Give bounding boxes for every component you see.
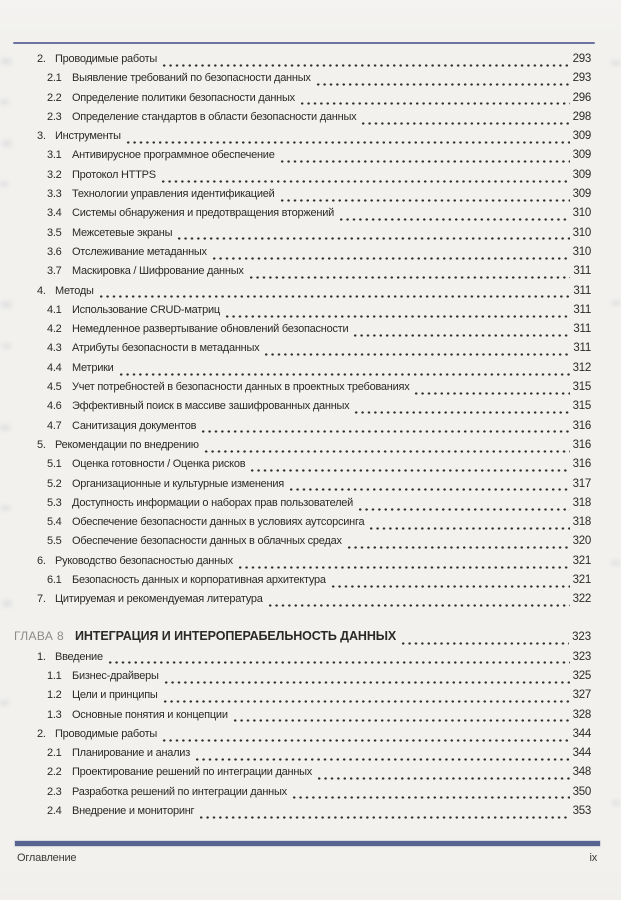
chapter-title: ИНТЕГРАЦИЯ И ИНТЕРОПЕРАБЕЛЬНОСТЬ ДАННЫХ	[75, 628, 397, 643]
entry-page-number: 298	[572, 110, 591, 123]
entry-number: 2.	[37, 727, 46, 740]
toc-entry	[37, 166, 591, 185]
bleed-through-mark	[2, 343, 11, 349]
footer-page-number: ix	[589, 852, 597, 864]
footer-section-title: Оглавление	[17, 852, 77, 864]
entry-page-number: 310	[572, 245, 591, 258]
entry-page-number: 309	[572, 188, 591, 201]
dot-leader	[288, 488, 570, 491]
toc-entry	[37, 185, 591, 204]
entry-number: 4.1	[47, 303, 62, 316]
entry-label: Доступность информации о наборах прав пользователей	[72, 496, 354, 509]
dot-leader	[279, 199, 570, 202]
entry-label: Учет потребностей в безопасности данных в проектных требованиях	[72, 381, 410, 394]
dot-leader	[162, 700, 570, 703]
entry-label: Антивирусное программное обеспечение	[72, 149, 275, 162]
entry-number: 5.3	[47, 496, 62, 509]
toc-entry	[37, 783, 591, 802]
entry-number: 5.5	[47, 535, 62, 548]
dot-leader	[161, 739, 570, 742]
entry-page-number: 321	[572, 554, 591, 567]
entry-page-number: 316	[572, 438, 591, 451]
entry-label: Руководство безопасностью данных	[55, 554, 233, 567]
dot-leader	[338, 218, 570, 221]
entry-page-number: 311	[573, 265, 591, 278]
bleed-through-mark	[2, 600, 12, 607]
toc-entry	[37, 513, 591, 532]
toc-entry	[37, 532, 591, 551]
entry-number: 2.	[37, 53, 46, 65]
entry-number: 4.	[37, 284, 46, 297]
entry-number: 1.2	[47, 689, 62, 702]
entry-page-number: 318	[572, 496, 591, 509]
entry-number: 5.1	[47, 458, 62, 471]
toc-entry	[37, 282, 591, 301]
dot-leader	[263, 353, 570, 356]
entry-page-number: 293	[572, 72, 591, 85]
entry-page-number: 317	[572, 477, 591, 490]
toc-entry	[37, 686, 591, 705]
toc-entry	[37, 359, 591, 378]
toc-entry	[37, 224, 591, 243]
entry-number: 2.1	[47, 72, 62, 85]
dot-leader	[176, 237, 569, 240]
entry-number: 7.	[37, 593, 46, 606]
entry-number: 4.4	[47, 361, 62, 374]
entry-label: Метрики	[72, 361, 114, 374]
entry-page-number: 323	[572, 630, 591, 643]
dot-leader	[161, 64, 570, 67]
entry-page-number: 316	[572, 458, 591, 471]
dot-leader	[299, 102, 570, 105]
entry-number: 4.3	[47, 342, 62, 355]
toc-list	[14, 50, 591, 821]
toc-entry	[37, 763, 591, 782]
entry-number: 1.3	[47, 708, 62, 721]
dot-leader	[107, 661, 570, 664]
entry-label: Межсетевые экраны	[72, 226, 173, 239]
entry-label: Безопасность данных и корпоративная архитектура	[72, 574, 326, 587]
bleed-through-mark	[0, 181, 8, 187]
dot-leader	[413, 392, 569, 395]
bleed-through-mark	[611, 60, 620, 66]
toc-entry	[37, 494, 591, 513]
entry-number: 1.1	[47, 669, 62, 682]
entry-page-number: 311	[573, 284, 591, 297]
entry-page-number: 311	[573, 342, 591, 355]
toc-entry	[37, 50, 591, 69]
top-rule	[13, 42, 595, 44]
entry-number: 4.2	[47, 323, 62, 336]
entry-number: 5.4	[47, 516, 62, 529]
toc-chapter-row	[14, 626, 591, 648]
entry-number: 3.2	[47, 168, 62, 181]
toc-entry	[37, 590, 591, 609]
entry-page-number: 353	[572, 804, 591, 817]
entry-page-number: 323	[572, 650, 591, 663]
entry-number: 2.3	[47, 785, 62, 798]
page-footer	[17, 852, 597, 864]
toc-entry	[37, 108, 591, 127]
entry-label: Основные понятия и концепции	[72, 708, 228, 721]
entry-number: 2.2	[47, 91, 62, 104]
dot-leader	[346, 546, 570, 549]
entry-label: Рекомендации по внедрению	[55, 438, 199, 451]
dot-leader	[125, 141, 570, 144]
entry-page-number: 315	[572, 400, 591, 413]
entry-page-number: 311	[573, 323, 591, 336]
dot-leader	[279, 160, 570, 163]
entry-page-number: 348	[572, 766, 591, 779]
entry-number: 3.5	[47, 226, 62, 239]
entry-label: Технологии управления идентификацией	[72, 188, 275, 201]
toc-entry	[37, 262, 591, 281]
entry-page-number: 350	[572, 785, 591, 798]
entry-number: 2.1	[47, 747, 62, 760]
dot-leader	[249, 469, 569, 472]
dot-leader	[163, 681, 570, 684]
entry-number: 3.	[37, 130, 46, 143]
entry-page-number: 310	[572, 226, 591, 239]
chapter-number: ГЛАВА 8	[14, 628, 65, 643]
toc-entry	[37, 436, 591, 455]
entry-label: Санитизация документов	[72, 419, 197, 432]
entry-label: Проектирование решений по интеграции данных	[72, 766, 313, 779]
dot-leader	[232, 719, 570, 722]
entry-number: 4.7	[47, 419, 62, 432]
dot-leader	[357, 508, 570, 511]
entry-page-number: 344	[572, 727, 591, 740]
entry-label: Системы обнаружения и предотвращения вторжений	[72, 207, 335, 220]
toc-entry	[37, 89, 591, 108]
dot-leader	[211, 257, 570, 260]
entry-number: 5.	[37, 438, 46, 451]
footer-rule	[15, 841, 600, 846]
dot-leader	[291, 796, 570, 799]
dot-leader	[237, 566, 570, 569]
bleed-through-mark	[1, 505, 10, 511]
entry-page-number: 312	[572, 361, 591, 374]
entry-page-number: 325	[572, 669, 591, 682]
toc-entry	[37, 571, 591, 590]
entry-label: Отслеживание метаданных	[72, 245, 207, 258]
entry-label: Маскировка / Шифрование данных	[72, 265, 244, 278]
bleed-through-mark	[0, 99, 9, 105]
entry-number: 4.5	[47, 381, 62, 394]
entry-page-number: 315	[572, 381, 591, 394]
toc-entry	[37, 417, 591, 436]
entry-label: Проводимые работы	[55, 727, 158, 740]
dot-leader	[224, 315, 571, 318]
bleed-through-mark	[612, 800, 620, 806]
entry-number: 6.	[37, 554, 46, 567]
entry-number: 4.6	[47, 400, 62, 413]
entry-label: Протокол HTTPS	[72, 168, 156, 181]
dot-leader	[98, 295, 571, 298]
entry-label: Организационные и культурные изменения	[72, 477, 284, 490]
entry-label: Внедрение и мониторинг	[72, 804, 195, 817]
entry-number: 5.2	[47, 477, 62, 490]
toc-entry	[37, 378, 591, 397]
entry-page-number: 309	[572, 130, 591, 143]
entry-page-number: 344	[572, 747, 591, 760]
entry-page-number: 293	[572, 53, 591, 65]
bleed-through-mark	[0, 424, 10, 431]
entry-page-number: 327	[572, 689, 591, 702]
bleed-through-mark	[611, 560, 620, 566]
toc-entry	[37, 243, 591, 262]
entry-label: Бизнес-драйверы	[72, 669, 159, 682]
entry-number: 3.4	[47, 207, 62, 220]
entry-page-number: 320	[572, 535, 591, 548]
entry-label: Обеспечение безопасности данных в облачных средах	[72, 535, 342, 548]
entry-label: Определение политики безопасности данных	[72, 91, 295, 104]
entry-label: Оценка готовности / Оценка рисков	[72, 458, 246, 471]
toc-entry	[37, 301, 591, 320]
entry-label: Планирование и анализ	[72, 747, 190, 760]
toc-entry	[37, 339, 591, 358]
toc-entry	[37, 455, 591, 474]
entry-label: Определение стандартов в области безопасности данных	[72, 110, 357, 123]
entry-number: 1.	[37, 650, 46, 663]
entry-label: Использование CRUD-матриц	[72, 303, 220, 316]
toc-entry	[37, 204, 591, 223]
dot-leader	[330, 585, 570, 588]
bleed-through-mark	[2, 140, 12, 147]
toc-entry	[37, 744, 591, 763]
dot-leader	[315, 83, 570, 86]
toc-entry	[37, 127, 591, 146]
dot-leader	[267, 604, 570, 607]
entry-page-number: 310	[572, 207, 591, 220]
toc-entry	[37, 146, 591, 165]
entry-page-number: 322	[572, 593, 591, 606]
toc-entry	[37, 648, 591, 667]
entry-number: 2.3	[47, 110, 62, 123]
entry-label: Инструменты	[55, 130, 121, 143]
toc-entry	[37, 552, 591, 571]
entry-number: 3.1	[47, 149, 62, 162]
toc-entry	[37, 320, 591, 339]
dot-leader	[352, 334, 570, 337]
entry-number: 3.3	[47, 188, 62, 201]
entry-page-number: 296	[572, 91, 591, 104]
entry-label: Эффективный поиск в массиве зашифрованных данных	[72, 400, 350, 413]
dot-leader	[203, 450, 570, 453]
dot-leader	[400, 642, 569, 645]
entry-label: Выявление требований по безопасности данных	[72, 72, 311, 85]
dot-leader	[160, 180, 570, 183]
entry-label: Цитируемая и рекомендуемая литература	[55, 593, 263, 606]
entry-label: Цели и принципы	[72, 689, 158, 702]
dot-leader	[198, 816, 569, 819]
entry-page-number: 321	[572, 574, 591, 587]
dot-leader	[194, 758, 570, 761]
entry-label: Атрибуты безопасности в метаданных	[72, 342, 260, 355]
dot-leader	[200, 430, 569, 433]
entry-page-number: 309	[572, 149, 591, 162]
toc-entry	[37, 69, 591, 88]
entry-number: 6.1	[47, 574, 62, 587]
dot-leader	[248, 276, 571, 279]
dot-leader	[360, 122, 569, 125]
toc-entry	[37, 706, 591, 725]
entry-label: Обеспечение безопасности данных в условиях аутсорсинга	[72, 516, 365, 529]
entry-label: Введение	[55, 650, 103, 663]
entry-number: 3.7	[47, 265, 62, 278]
entry-page-number: 316	[572, 419, 591, 432]
dot-leader	[353, 411, 569, 414]
bleed-through-mark	[1, 58, 12, 65]
dot-leader	[316, 777, 570, 780]
toc-entry	[37, 802, 591, 821]
dot-leader	[368, 527, 569, 530]
bleed-through-mark	[1, 301, 12, 308]
entry-number: 2.4	[47, 804, 62, 817]
entry-number: 3.6	[47, 245, 62, 258]
entry-label: Разработка решений по интеграции данных	[72, 785, 287, 798]
bleed-through-mark	[0, 700, 9, 706]
dot-leader	[118, 373, 570, 376]
entry-label: Немедленное развертывание обновлений безопасности	[72, 323, 349, 336]
entry-page-number: 311	[573, 303, 591, 316]
entry-label: Проводимые работы	[55, 53, 158, 65]
entry-number: 2.2	[47, 766, 62, 779]
toc-entry	[37, 725, 591, 744]
entry-page-number: 328	[572, 708, 591, 721]
entry-label: Методы	[55, 284, 94, 297]
entry-page-number: 318	[572, 516, 591, 529]
toc-entry	[37, 667, 591, 686]
entry-page-number: 309	[572, 168, 591, 181]
bleed-through-mark	[612, 300, 620, 306]
toc-entry	[37, 475, 591, 494]
toc-entry	[37, 397, 591, 416]
